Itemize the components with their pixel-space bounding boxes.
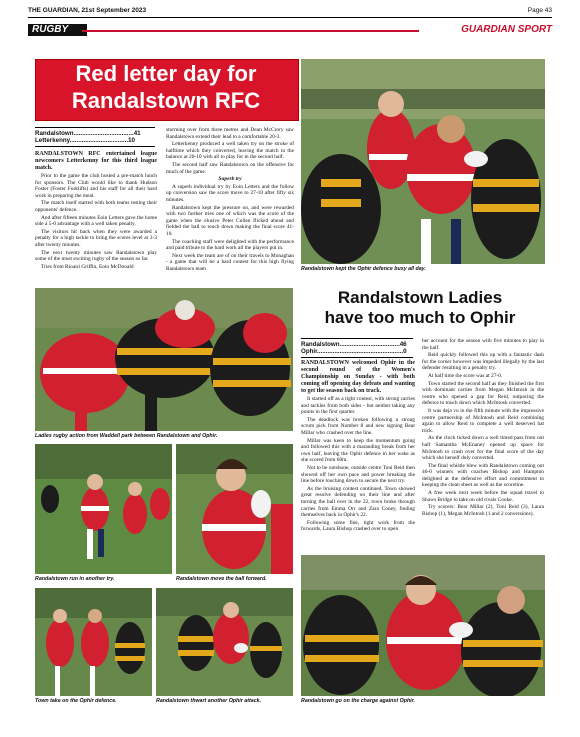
score-line: Letterkenny..................................10 [35,137,135,144]
score-line: Randalstown...................................41 [35,130,141,137]
paragraph: It started off as a tight contest, with strong carries and tackles from both sides - but neither taking any points in the first quarter. [301,396,415,416]
paragraph: Reid quickly followed this up with a fantastic dash for the corner however was impeded illegally by the last defender resulting in a penalty try. [422,352,544,372]
paragraph: Millar was keen to keep the momentum going and followed this with a marauding break from her own half, leaving the Ophir defence in her wake as she scored from 60m. [301,437,415,464]
photo-thwart-attack [156,588,293,696]
photo-ophir-defence-busy [301,59,545,264]
paragraph: Next week the team are of on their travels to Monaghan - a game that will be a hard contest for this high flying Randalstown team [166,252,294,272]
score-line: Randalstown...................................46 [301,341,407,348]
paragraph: At half time the score was at 27-0. [428,372,503,379]
photo-move-ball-forward [176,444,293,574]
paragraph: The match itself started with both teams testing their opponents' defence. [35,200,157,213]
photo-ladies-ruck [35,288,293,431]
paragraph: Following some fine, tight work from the forwards, Laura Bishop crashed over to open [301,519,415,533]
story2-headline-line1: Randalstown Ladies [337,288,503,307]
paragraph: And after fifteen minutes Eoin Letters gave the home side a 5-0 advantage with a well taken penalty. [35,214,157,228]
page-number: Page 43 [527,7,552,14]
photo-caption: Randalstown go on the charge against Ophir. [301,698,415,704]
paragraph: Prior to the game the club hosted a pre-match lunch for sponsors. The Club would like to thank Hudson Foster (Foster Forklifts) and his staff for all their hard work in preparing the meal. [35,173,157,199]
story1-headline-line1: Red letter day for [75,61,257,86]
photo-charge-against-ophir [301,555,545,696]
section-tag-rugby: RUGBY [28,24,87,36]
paragraph: A superb individual try by Eoin Letters and the follow up conversion saw the score move to 27-10 after fifty six minutes. [166,183,294,203]
story2-column-1 [301,360,415,534]
photo-run-in-try [35,444,172,574]
photo-ophir-defence [35,588,152,696]
header-rule [28,17,552,18]
paragraph: Randalstown kept the pressure on, and were rewarded with two further tries one of which was the score of the game when the elusive Peter Cullen flicked ahead and fielded the ball to touch down making the final score 41-10. [166,204,294,237]
section-rule [82,30,419,32]
photo-caption: Town take on the Ophir defence. [35,698,117,704]
paragraph: Town started the second half as they finished the first with dominant carries from Megan McIntosh in the centre who opened a gap for Reid, outpacing the defence to touch down which McIntosh converted. [422,380,544,407]
paragraph: It was deja vu in the fifth minute with the impressive centre partnership of McIntosh and Reid combining again to allow Reid to complete a well deserved hat trick. [422,407,544,434]
lead-paragraph: RANDALSTOWN RFC entertained league newcomers Letterkenny for this third league match. [35,151,157,171]
story2-scorebox [301,338,413,358]
paragraph: As the clock ticked down a well timed pass from out half Samantha McEnaney opened up space for McIntosh to crash over for the final score of the day which she herself duly converted. [422,435,544,462]
paragraph: The visitors hit back when they were awarded a penalty for a high tackle to bring the scores level at 3-3 after twenty minutes. [35,228,157,248]
paragraph: Letterkenny produced a well taken try on the stroke of halftime which they converted, leaving the match in the balance at 20-10 with all to play for in the second half. [166,141,294,161]
story1-column-2 [166,127,294,273]
score-line: Ophir..................................................0 [301,348,407,355]
photo-caption: Randalstown kept the Ophir defence busy all day. [301,266,426,272]
paragraph: storming over from three metres and Dean McCrory saw Randalstown extend their lead to a comfortable 20-3. [166,127,294,140]
newspaper-dateline: THE GUARDIAN, 21st September 2023 [28,7,147,14]
paragraph: The deadlock was broken following a strong scrum pick from Number 8 and new signing Bear Millar who crashed over the line. [301,416,415,436]
story2-column-2 [422,338,544,518]
story1-column-1 [35,151,157,271]
guardian-sport-logo: GUARDIAN SPORT [461,24,552,35]
story1-headline-line2: Randalstown RFC [71,88,261,113]
paragraph: Not to be outshone, outside centre Toni Reid then showed off her own pace and power breaking the line before touching down to secure the next try. [301,464,415,485]
photo-caption: Randalstown thwart another Ophir attack. [156,698,262,704]
story2-headline-line2: have too much to Ophir [324,308,516,327]
photo-caption: Randalstown move the ball forward. [176,576,267,582]
paragraph: Tries from Rioairi Griffin, Eoin McDonald [41,263,134,270]
story1-scorebox [35,127,155,147]
paragraph: Try scorers: Bear Millar (2), Toni Reid (3), Laura Bishop (1), Megan McIntosh (1 and 2 conversions). [422,504,544,517]
story2-headline [300,288,540,328]
story1-headline [35,60,297,114]
subheading: Superb try [218,176,242,183]
paragraph: The final whistle blew with Randalstown coming out 46-0 winners with coaches Bishop and Hampton delighted at the defensive effort and commitment to keeping the clean sheet as well as the scoreline. [422,462,544,489]
photo-caption: Ladies rugby action from Waddell park between Randalstown and Ophir. [35,433,218,439]
paragraph: her account for the season with five minutes to play in the half. [422,338,544,351]
paragraph: The second half saw Randalstown on the offensive for much of the game. [166,161,294,175]
photo-caption: Randalstown run in another try. [35,576,115,582]
paragraph: The next twenty minutes saw Randalstown play some of the most exciting rugby of the season so far. [35,249,157,263]
paragraph: The coaching staff were delighted with the performance and paid tribute to the hard work all the players put in. [166,238,294,252]
paragraph: A free week next week before the squad travel to Shaws Bridge to take on old rivals Cooke. [422,490,544,503]
paragraph: As the bruising contest continued, Town showed great resolve defending on their line and after turning the ball over in the 22, town broke through carries from Emma Orr and Zara Coney, finding themselves back in Ophir's 22. [301,485,415,519]
lead-paragraph: RANDALSTOWN welcomed Ophir in the second round of the Women's Championship on Sunday - with both coming off opening day defeats and wanting to get the season back on track. [301,360,415,394]
